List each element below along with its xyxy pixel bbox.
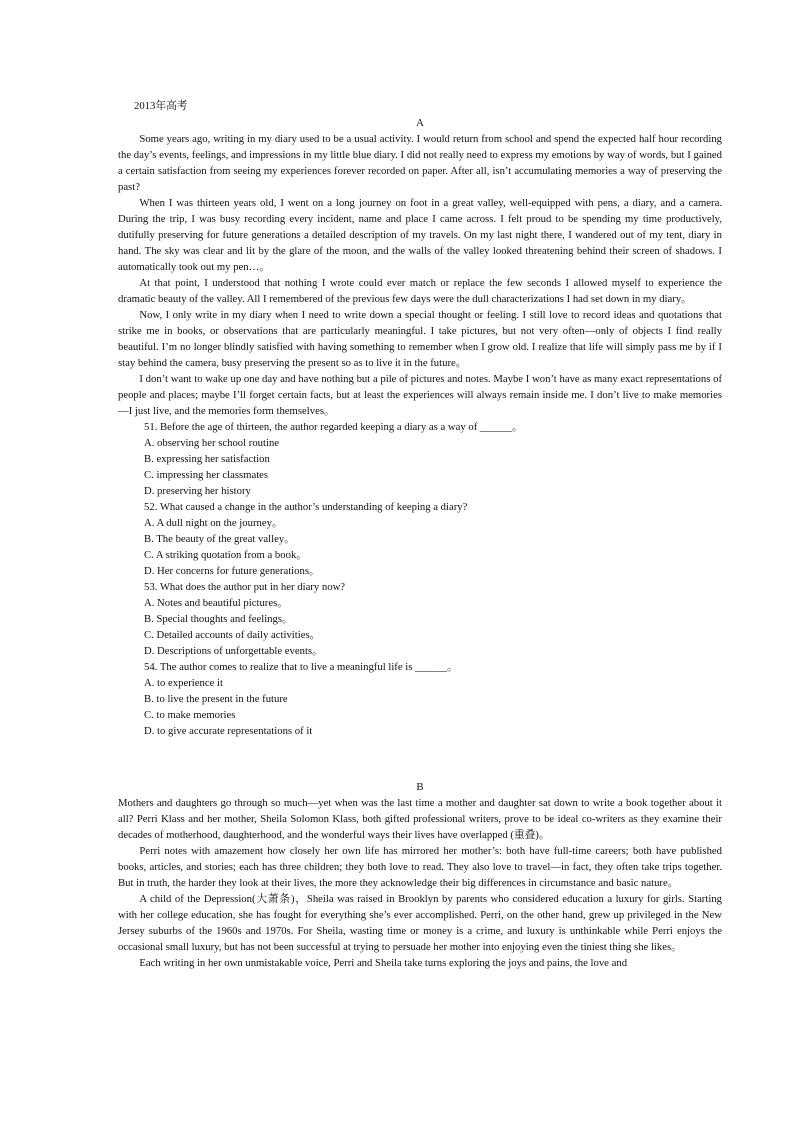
question-stem: 53. What does the author put in her diary now? <box>144 581 346 593</box>
option-a: A. to experience it <box>144 677 223 689</box>
question-54 <box>118 659 722 739</box>
paragraph-a3: At that point, I understood that nothing I wrote could ever match or replace the few seconds I allowed myself to experience the dramatic beauty of the valley. All I remembered of the previous few days were the dull characterizations I had set down in my diary。 <box>118 277 722 305</box>
section-a-label: A <box>416 117 424 129</box>
paragraph-b2: Perri notes with amazement how closely her own life has mirrored her mother’s: both have full-time careers; both have published books, articles, and stories; each has three children; they both love to read. They also love to travel—in fact, they often take trips together. But in truth, the harder they look at their lives, the more they acknowledge their big differences in circumstance and basic nature。 <box>118 845 722 889</box>
paragraph-a5: I don’t want to wake up one day and have nothing but a pile of pictures and notes. Maybe I won’t have as many exact representations of people and places; maybe I’ll forget certain facts, but at least the experiences will always remain inside me. I don’t live to make memories —I just live, and the memories form themselves。 <box>118 373 722 417</box>
option-c: C. Detailed accounts of daily activities。 <box>144 629 321 641</box>
option-d: D. preserving her history <box>144 485 251 497</box>
question-stem: 52. What caused a change in the author’s understanding of keeping a diary? <box>144 501 468 513</box>
option-d: D. Descriptions of unforgettable events。 <box>144 645 323 657</box>
section-spacer <box>118 739 722 779</box>
option-a: A. observing her school routine <box>144 437 280 449</box>
option-d: D. Her concerns for future generations。 <box>144 565 320 577</box>
option-c: C. A striking quotation from a book。 <box>144 549 307 561</box>
page-header: 2013年高考 <box>134 100 188 112</box>
paragraph-b1: Mothers and daughters go through so much—yet when was the last time a mother and daughter sat down to write a book together about it all? Perri Klass and her mother, Sheila Solomon Klass, both gifted professional writers, prove to be ideal co-writers as they examine their decades of motherhood, daughterhood, and the wonderful ways their lives have overlapped (重叠)。 <box>118 797 722 841</box>
option-a: A. Notes and beautiful pictures。 <box>144 597 288 609</box>
paragraph-a1: Some years ago, writing in my diary used to be a usual activity. I would return from school and spend the expected half hour recording the day’s events, feelings, and impressions in my little blue diary. I did not really need to express my emotions by way of words, but I gained a certain satisfaction from seeing my experiences forever recorded on paper. After all, isn’t accumulating memories a way of preserving the past? <box>118 133 722 193</box>
exam-page <box>118 98 722 971</box>
option-b: B. The beauty of the great valley。 <box>144 533 295 545</box>
question-52 <box>118 499 722 579</box>
option-b: B. expressing her satisfaction <box>144 453 270 465</box>
paragraph-b4: Each writing in her own unmistakable voice, Perri and Sheila take turns exploring the joys and pains, the love and <box>139 957 628 969</box>
option-b: B. Special thoughts and feelings。 <box>144 613 293 625</box>
option-c: C. to make memories <box>144 709 236 721</box>
option-b: B. to live the present in the future <box>144 693 288 705</box>
question-51 <box>118 419 722 499</box>
question-53 <box>118 579 722 659</box>
option-d: D. to give accurate representations of it <box>144 725 313 737</box>
option-c: C. impressing her classmates <box>144 469 269 481</box>
question-stem: 51. Before the age of thirteen, the author regarded keeping a diary as a way of ______。 <box>144 421 523 433</box>
option-a: A. A dull night on the journey。 <box>144 517 283 529</box>
paragraph-b3: A child of the Depression(大萧条)，Sheila was raised in Brooklyn by parents who considered education a luxury for girls. Starting with her college education, she has fought for everything she’s ever accomplished. Perri, on the other hand, grew up privileged in the New Jersey suburbs of the 1960s and 1970s. For Sheila, wasting time or money is a crime, and luxury is unthinkable while Perri enjoys the occasional small luxury, but has not been successful at trying to persuade her mother into enjoying even the tiniest thing she likes。 <box>118 893 722 953</box>
paragraph-a4: Now, I only write in my diary when I need to write down a special thought or feeling. I still love to record ideas and quotations that strike me in books, or observations that are particularly meaningful. I take pictures, but not very often—only of objects I find really beautiful. I’m no longer blindly satisfied with having something to remember when I grow old. I realize that life will simply pass me by if I stay behind the camera, busy preserving the present so as to live it in the future。 <box>118 309 722 369</box>
paragraph-a2: When I was thirteen years old, I went on a long journey on foot in a great valley, well-equipped with pens, a diary, and a camera. During the trip, I was busy recording every incident, name and place I came across. I felt proud to be spending my time productively, dutifully preserving for future generations a detailed description of my travels. On my last night there, I wandered out of my tent, diary in hand. The sky was clear and lit by the glare of the moon, and the walls of the valley looked threatening behind their screen of shadows. I automatically took out my pen…。 <box>118 197 722 273</box>
section-b-label: B <box>416 781 424 793</box>
question-stem: 54. The author comes to realize that to live a meaningful life is ______。 <box>144 661 458 673</box>
